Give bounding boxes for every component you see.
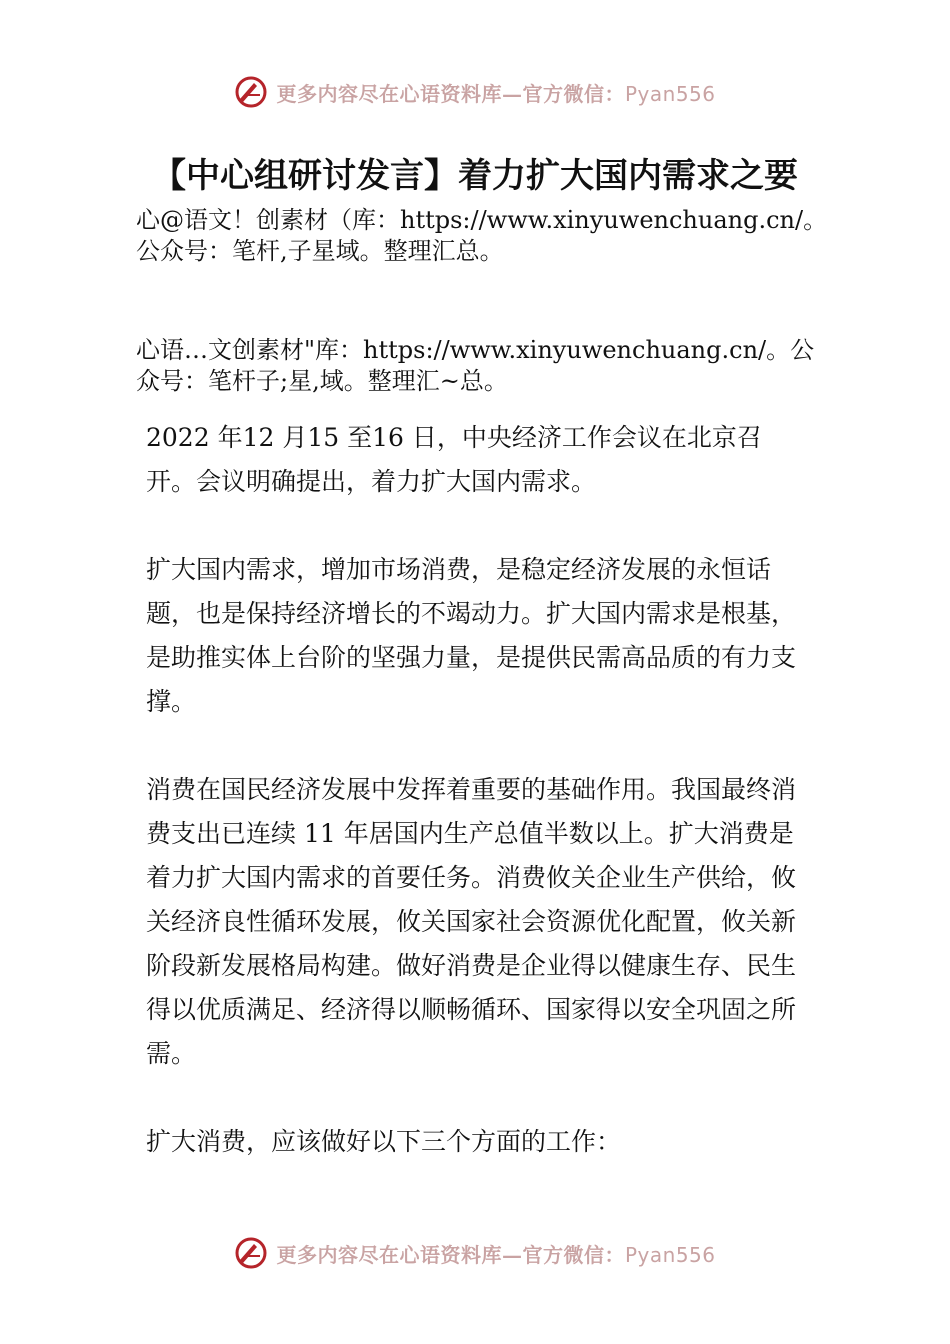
footer-banner [0, 1233, 950, 1273]
logo-icon [234, 75, 268, 109]
paragraph: 消费在国民经济发展中发挥着重要的基础作用。我国最终消费支出已连续 11 年居国内生产总值半数以上。扩大消费是着力扩大国内需求的首要任务。消费攸关企业生产供给，攸关经济良性循环发展，攸关国家社会资源优化配置，攸关新阶段新发展格局构建。做好消费是企业得以健康生存、民生得以优质满足、经济得以顺畅循环、国家得以安全巩固之所需。 [146, 775, 797, 1068]
source-note: 心语…文创素材"库：https://www.xinyuwenchuang.cn/。公众号：笔杆子;星,域。整理汇~总。 [136, 336, 815, 395]
paragraph: 扩大消费，应该做好以下三个方面的工作： [146, 1127, 622, 1156]
paragraph: 扩大国内需求，增加市场消费，是稳定经济发展的永恒话题，也是保持经济增长的不竭动力。扩大国内需求是根基，是助推实体上台阶的坚强力量，是提供民需高品质的有力支撑。 [146, 555, 797, 716]
banner-text: 更多内容尽在心语资料库—官方微信：Pyan556 [276, 81, 716, 106]
paragraph: 2022 年12 月15 至16 日，中央经济工作会议在北京召开。会议明确提出，着力扩大国内需求。 [146, 423, 762, 496]
wechat-id: Pyan556 [624, 1242, 716, 1267]
document-title: 【中心组研讨发言】着力扩大国内需求之要 [152, 156, 798, 196]
source-note: 心@语文！创素材（库：https://www.xinyuwenchuang.cn/。公众号：笔杆,子星域。整理汇总。 [136, 206, 828, 265]
logo-icon [234, 1236, 268, 1270]
banner-text: 更多内容尽在心语资料库—官方微信：Pyan556 [276, 1242, 716, 1267]
wechat-id: Pyan556 [624, 81, 716, 106]
header-banner [0, 72, 950, 112]
